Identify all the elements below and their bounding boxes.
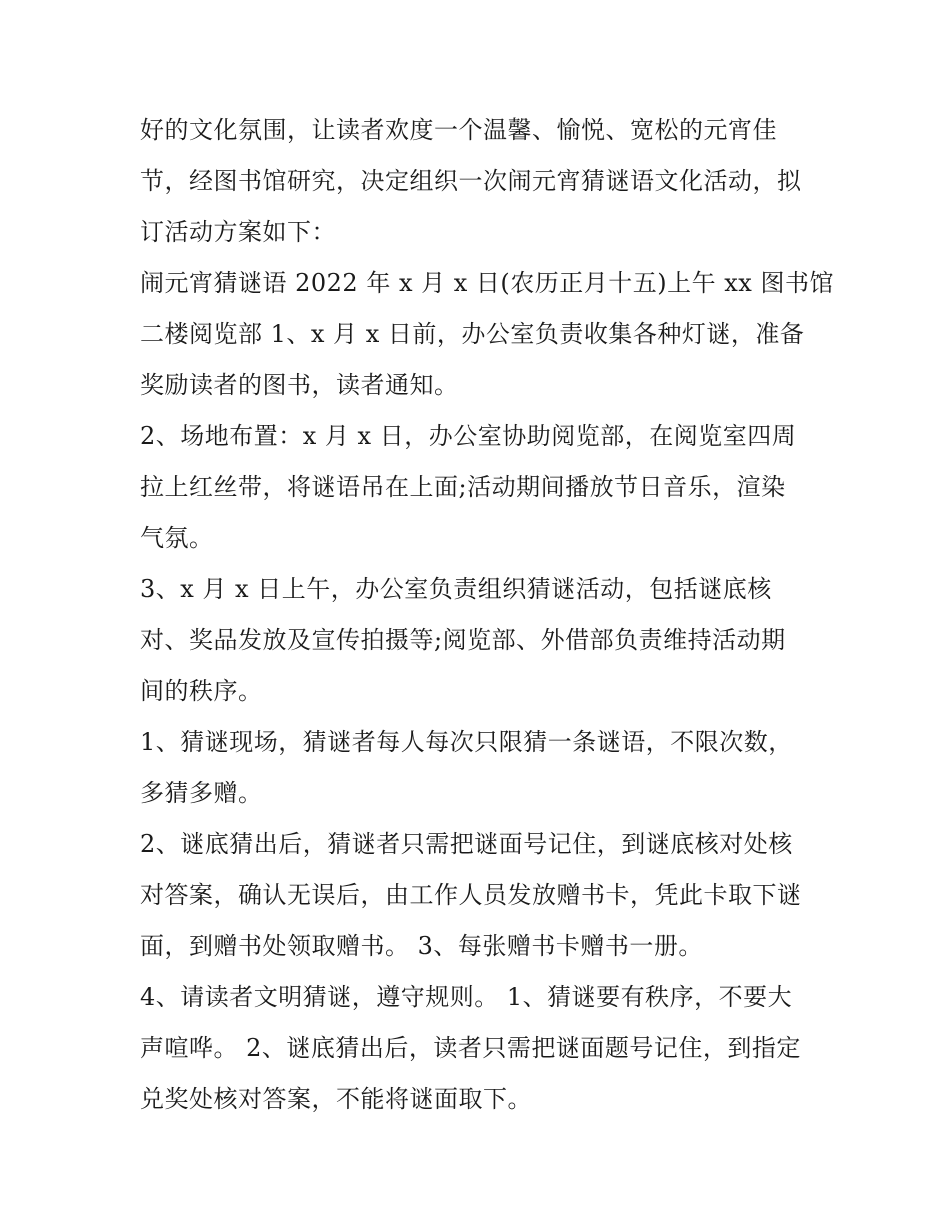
text-line: 对答案，确认无误后，由工作人员发放赠书卡，凭此卡取下谜 <box>140 881 802 909</box>
text-line: 拉上红丝带，将谜语吊在上面;活动期间播放节日音乐，渲染 <box>140 473 786 501</box>
text-line: 声喧哗。 2、谜底猜出后，读者只需把谜面题号记住，到指定 <box>140 1034 801 1062</box>
text-line: 面，到赠书处领取赠书。 3、每张赠书卡赠书一册。 <box>140 932 703 960</box>
text-line: 4、请读者文明猜谜，遵守规则。 1、猜谜要有秩序，不要大 <box>140 983 793 1011</box>
text-line: 节，经图书馆研究，决定组织一次闹元宵猜谜语文化活动，拟 <box>140 167 802 195</box>
text-line: 3、x 月 x 日上午，办公室负责组织猜谜活动，包括谜底核 <box>140 575 772 603</box>
document-body <box>140 105 834 1125</box>
text-line: 1、猜谜现场，猜谜者每人每次只限猜一条谜语，不限次数， <box>140 728 793 756</box>
text-line: 兑奖处核对答案，不能将谜面取下。 <box>140 1085 532 1113</box>
text-line: 间的秩序。 <box>140 677 263 705</box>
text-line: 奖励读者的图书，读者通知。 <box>140 371 459 399</box>
text-line: 闹元宵猜谜语 2022 年 x 月 x 日(农历正月十五)上午 xx 图书馆 <box>140 269 834 297</box>
text-line: 二楼阅览部 1、x 月 x 日前，办公室负责收集各种灯谜，准备 <box>140 320 805 348</box>
text-line: 气氛。 <box>140 524 214 552</box>
text-line: 好的文化氛围，让读者欢度一个温馨、愉悦、宽松的元宵佳 <box>140 116 777 144</box>
text-line: 2、谜底猜出后，猜谜者只需把谜面号记住，到谜底核对处核 <box>140 830 793 858</box>
text-line: 2、场地布置：x 月 x 日，办公室协助阅览部，在阅览室四周 <box>140 422 797 450</box>
text-line: 对、奖品发放及宣传拍摄等;阅览部、外借部负责维持活动期 <box>140 626 786 654</box>
text-line: 订活动方案如下： <box>140 218 336 246</box>
text-line: 多猜多赠。 <box>140 779 263 807</box>
